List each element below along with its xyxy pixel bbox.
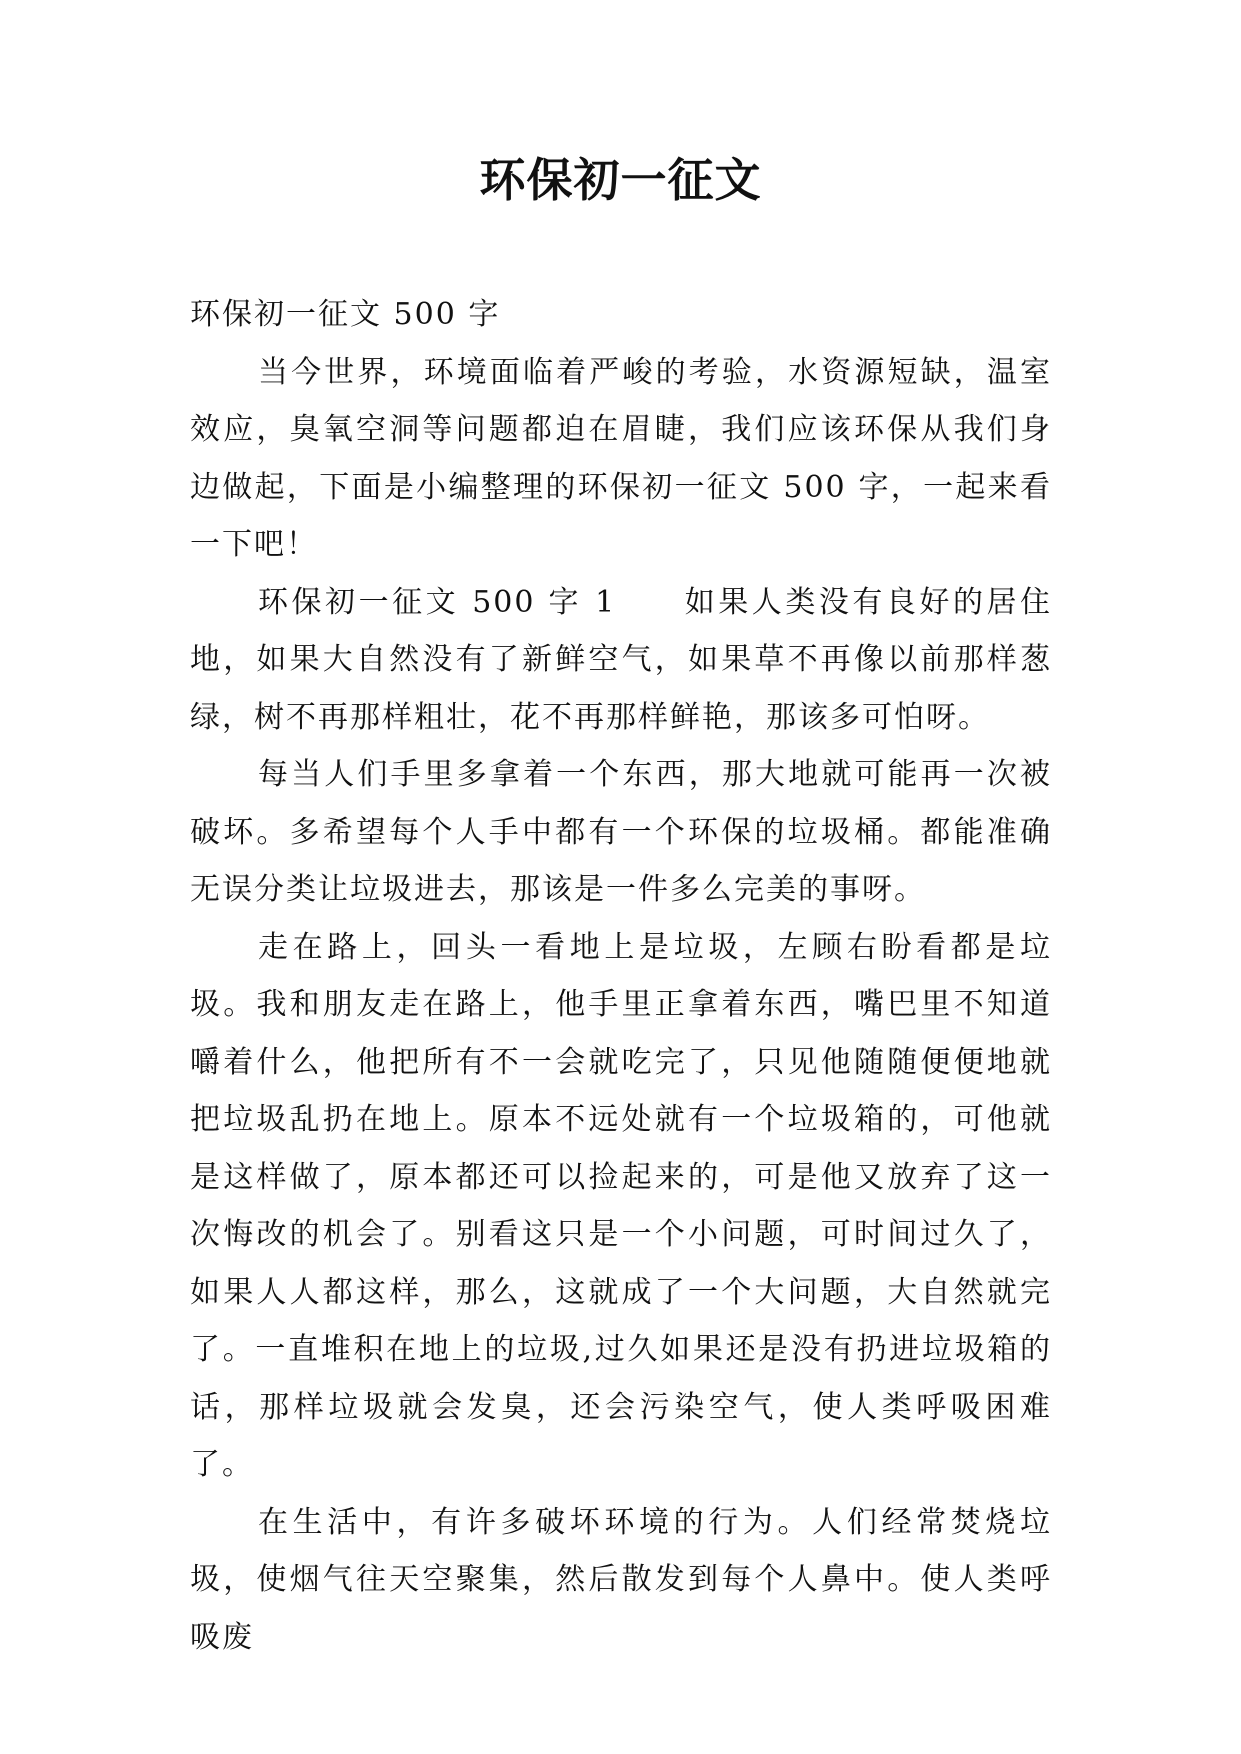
paragraph-trash-can: 每当人们手里多拿着一个东西，那大地就可能再一次被破坏。多希望每个人手中都有一个环保的垃圾桶。都能准确无误分类让垃圾进去，那该是一件多么完美的事呀。	[190, 757, 1052, 907]
document-body	[190, 286, 1052, 1666]
document-title: 环保初一征文	[479, 153, 762, 207]
document-subtitle: 环保初一征文 500 字	[190, 297, 501, 332]
paragraph-intro: 当今世界，环境面临着严峻的考验，水资源短缺，温室效应，臭氧空洞等问题都迫在眉睫，我们应该环保从我们身边做起，下面是小编整理的环保初一征文 500 字，一起来看一下吧！	[190, 354, 1052, 562]
paragraph-essay-1-opening: 环保初一征文 500 字 1 如果人类没有良好的居住地，如果大自然没有了新鲜空气，如果草不再像以前那样葱绿，树不再那样粗壮，花不再那样鲜艳，那该多可怕呀。	[190, 584, 1052, 735]
paragraph-walking-on-road: 走在路上，回头一看地上是垃圾，左顾右盼看都是垃圾。我和朋友走在路上，他手里正拿着东西，嘴巴里不知道嚼着什么，他把所有不一会就吃完了，只见他随随便便地就把垃圾乱扔在地上。原本不远处就有一个垃圾箱的，可他就是这样做了，原本都还可以捡起来的，可是他又放弃了这一次悔改的机会了。别看这只是一个小问题，可时间过久了，如果人人都这样，那么，这就成了一个大问题，大自然就完了。一直堆积在地上的垃圾,过久如果还是没有扔进垃圾箱的话，那样垃圾就会发臭，还会污染空气，使人类呼吸困难了。	[190, 929, 1052, 1482]
paragraph-burning-trash: 在生活中，有许多破坏环境的行为。人们经常焚烧垃圾，使烟气往天空聚集，然后散发到每个人鼻中。使人类呼吸废	[190, 1504, 1052, 1655]
